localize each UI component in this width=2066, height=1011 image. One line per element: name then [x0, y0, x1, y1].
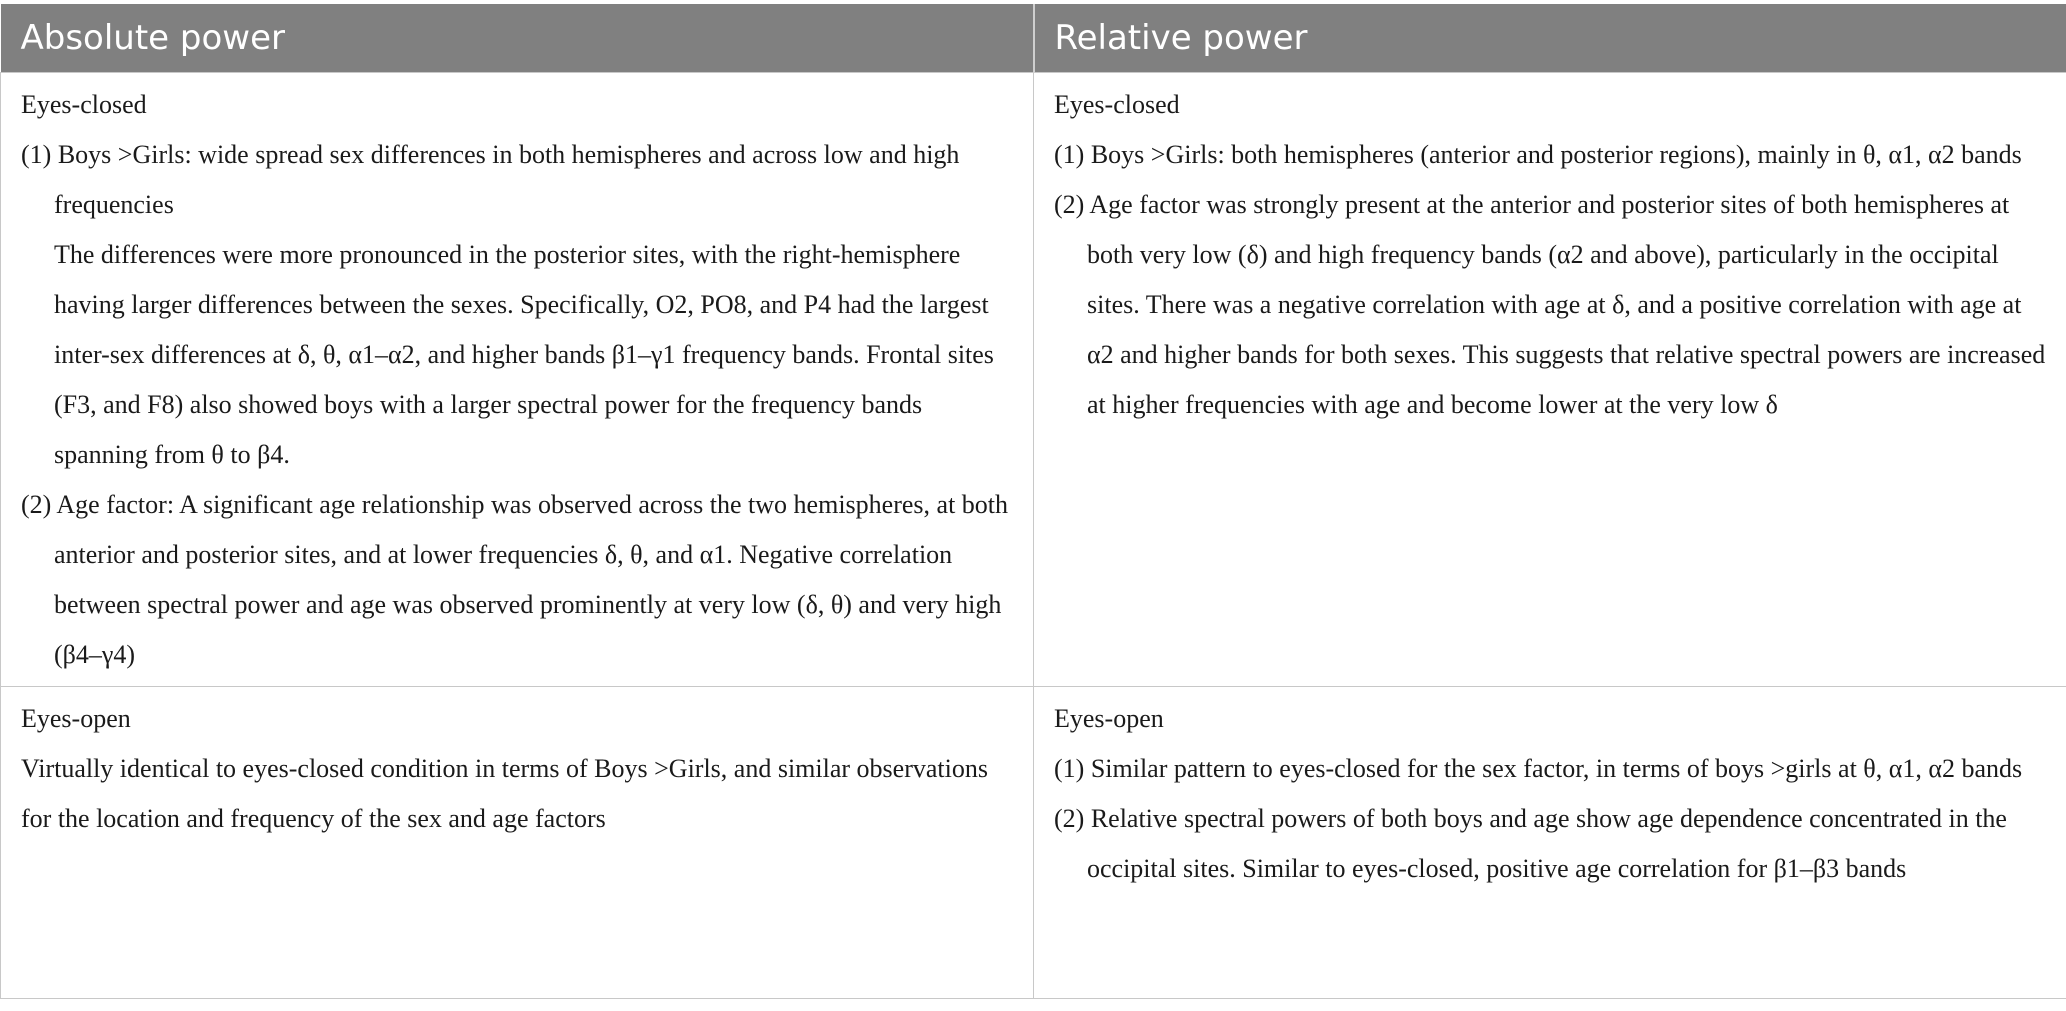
header-absolute-power: Absolute power	[1, 4, 1034, 72]
cell-absolute-eyes-closed	[1, 72, 1034, 686]
item-detail: The differences were more pronounced in the posterior sites, with the right-hemisphere having larger differences between the sexes. Specifically, O2, PO8, and P4 had the largest inter-sex differences at δ, θ, α1–α2, and higher bands β1–γ1 frequency bands. Frontal sites (F3, and F8) also showed boys with a larger spectral power for the frequency bands spanning from θ to β4.	[54, 239, 994, 469]
list-item: (2) Relative spectral powers of both boys and age show age dependence concentrated in the occipital sites. Similar to eyes-closed, positive age correlation for β1–β3 bands	[1054, 803, 2007, 883]
condition-label: Eyes-closed	[21, 89, 147, 119]
condition-label: Eyes-open	[21, 703, 131, 733]
list-item: (2) Age factor: A significant age relationship was observed across the two hemispheres, at both anterior and posterior sites, and at lower frequencies δ, θ, and α1. Negative correlation between spectral power and age was observed prominently at very low (δ, θ) and very high (β4–γ4)	[21, 489, 1009, 669]
list-item: (1) Boys >Girls: wide spread sex differences in both hemispheres and across low and high frequencies	[21, 139, 960, 219]
list-item: (1) Similar pattern to eyes-closed for the sex factor, in terms of boys >girls at θ, α1, α2 bands	[1054, 753, 2023, 783]
header-relative-power: Relative power	[1034, 4, 2066, 72]
table-row	[1, 72, 2066, 686]
condition-label: Eyes-open	[1054, 703, 1164, 733]
list-item: (1) Boys >Girls: both hemispheres (anterior and posterior regions), mainly in θ, α1, α2 bands	[1054, 139, 2022, 169]
list-item: (2) Age factor was strongly present at the anterior and posterior sites of both hemispheres at both very low (δ) and high frequency bands (α2 and above), particularly in the occipital sites. There was a negative correlation with age at δ, and a positive correlation with age at α2 and higher bands for both sexes. This suggests that relative spectral powers are increased at higher frequencies with age and become lower at the very low δ	[1054, 189, 2046, 419]
cell-text: Virtually identical to eyes-closed condition in terms of Boys >Girls, and similar observations for the location and frequency of the sex and age factors	[21, 753, 988, 833]
cell-absolute-eyes-open	[1, 686, 1034, 998]
table-row	[1, 686, 2066, 998]
cell-relative-eyes-closed	[1034, 72, 2066, 686]
condition-label: Eyes-closed	[1054, 89, 1180, 119]
cell-relative-eyes-open	[1034, 686, 2066, 998]
table-header-row	[1, 4, 2066, 72]
results-table	[0, 4, 2066, 999]
